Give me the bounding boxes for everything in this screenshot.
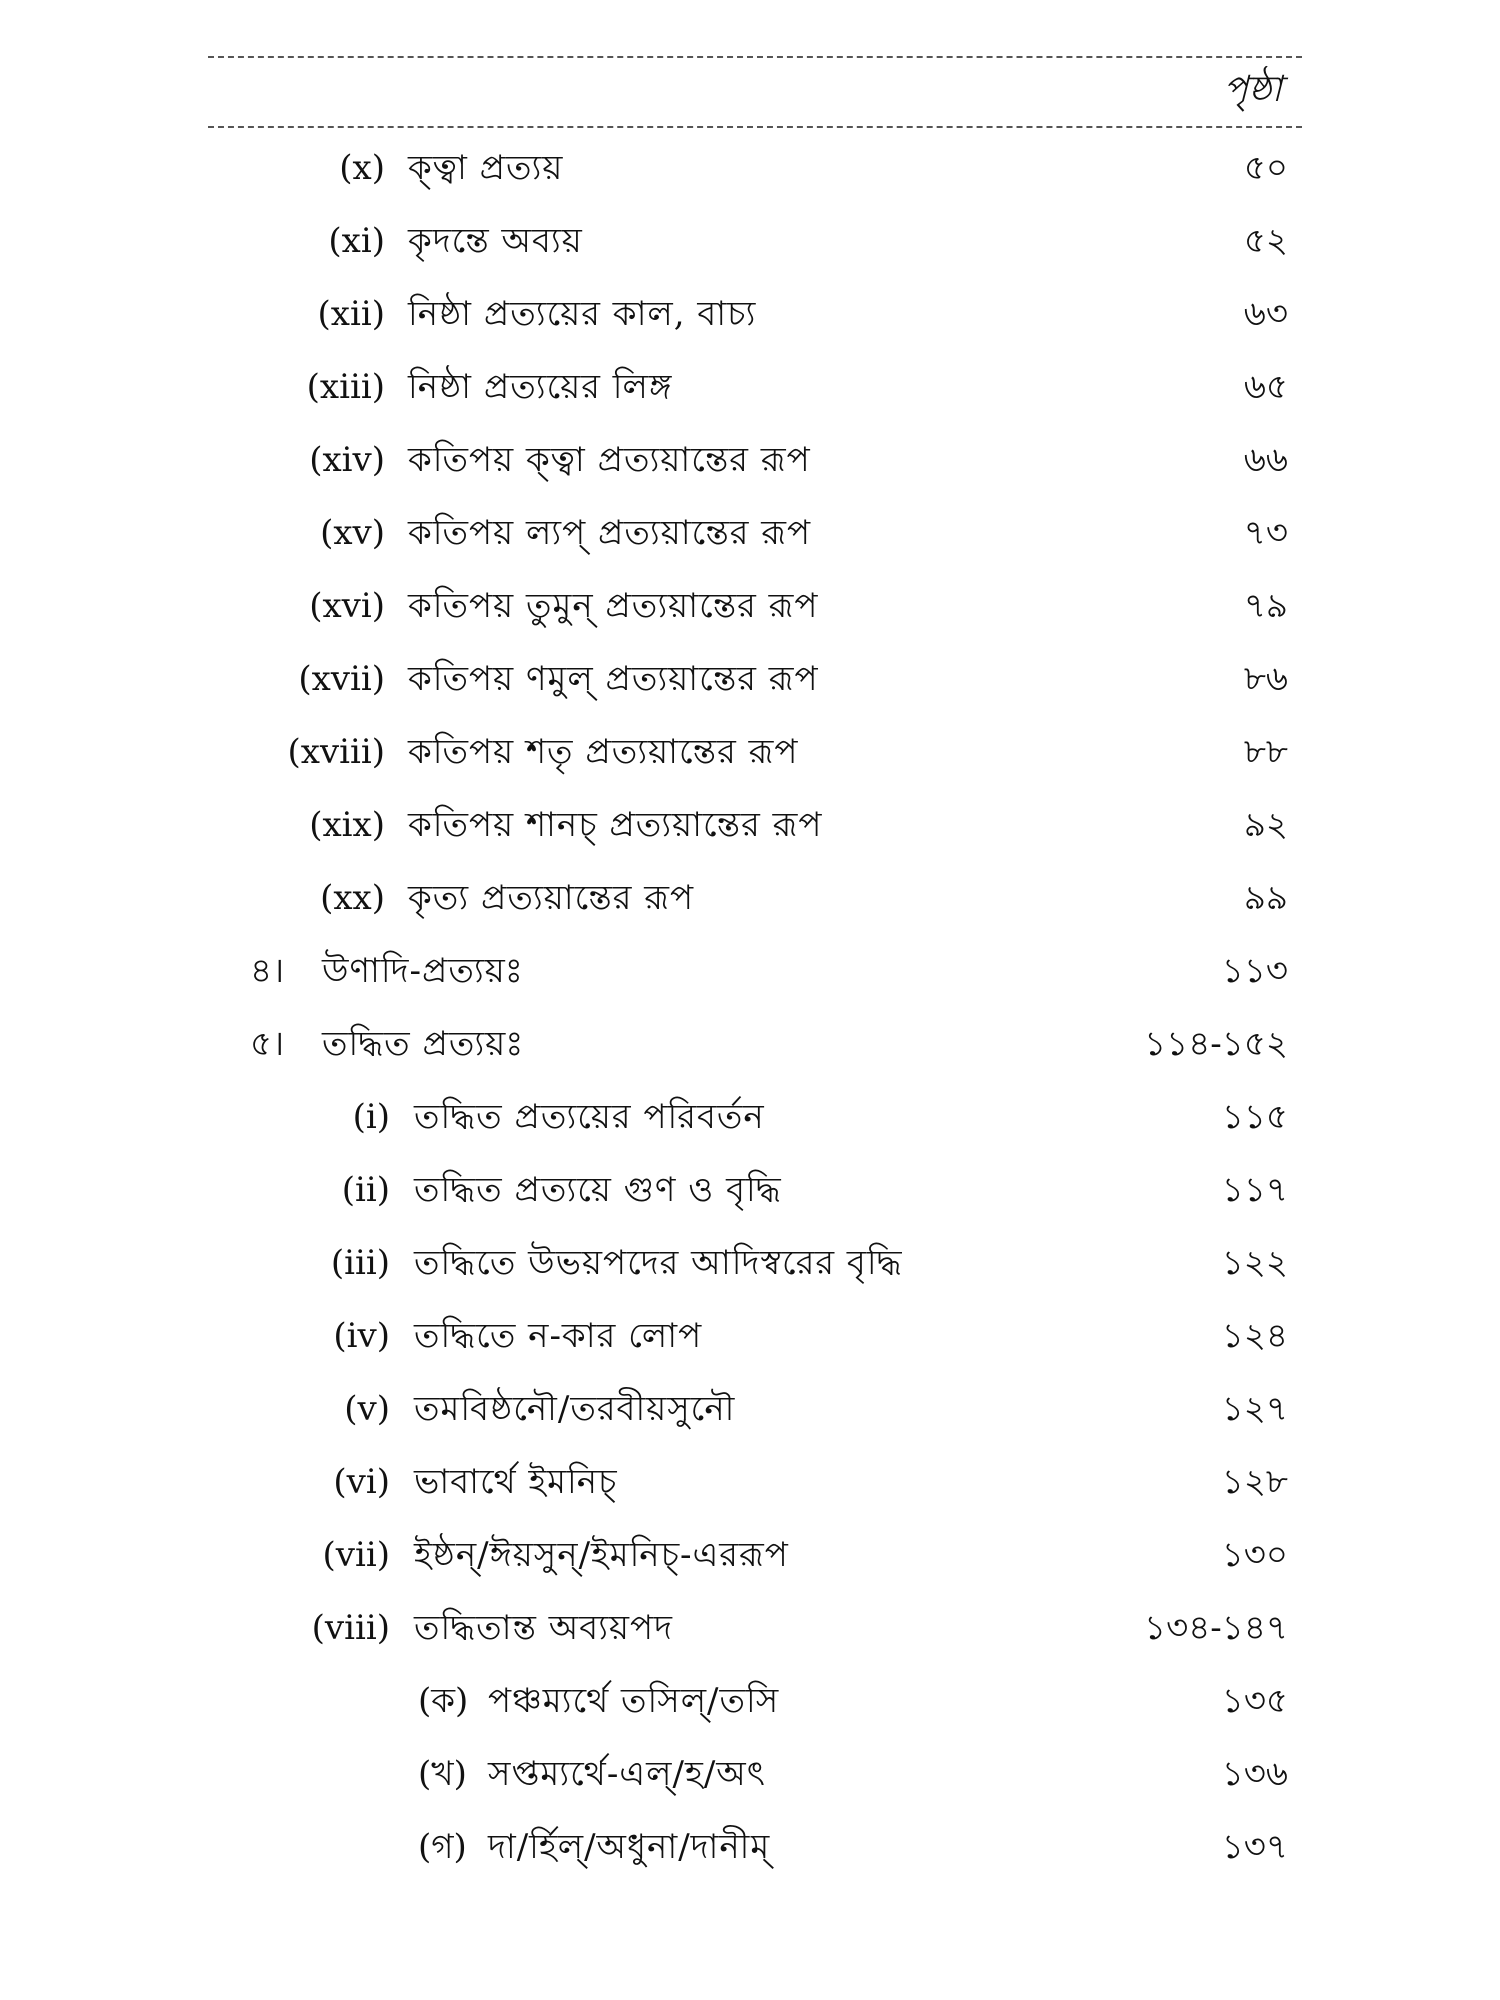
toc-section xyxy=(0,945,1500,997)
entry-page: ১২৭ xyxy=(1221,1389,1288,1429)
entry-page: ৬৬ xyxy=(1243,440,1288,480)
entry-page: ৭৩ xyxy=(1243,513,1288,553)
entry-number: (xvi) xyxy=(309,586,385,626)
entry-number: (xi) xyxy=(328,221,385,261)
entry-title: তদ্ধিতান্ত অব্যয়পদ xyxy=(414,1608,673,1648)
entry-number: (xix) xyxy=(309,805,385,845)
entry-number: (viii) xyxy=(311,1608,390,1648)
entry-title: ইষ্ঠন্/ঈয়সুন্/ইমনিচ্-এররূপ xyxy=(414,1535,789,1575)
toc-entry xyxy=(0,361,1500,413)
subentry-number: (ক) xyxy=(418,1681,469,1721)
entry-number: (i) xyxy=(352,1097,390,1137)
section-title: উণাদি-প্রত্যয়ঃ xyxy=(322,951,524,991)
entry-number: (x) xyxy=(339,148,385,188)
entry-page: ৮৬ xyxy=(1243,659,1288,699)
entry-number: (xvii) xyxy=(298,659,385,699)
section-title: তদ্ধিত প্রত্যয়ঃ xyxy=(322,1024,525,1064)
entry-page: ১৩৪-১৪৭ xyxy=(1144,1608,1288,1648)
subentry-title: পঞ্চম্যর্থে তসিল্/তসি xyxy=(488,1681,780,1721)
entry-title: কতিপয় ল্যপ্ প্রত্যয়ান্তের রূপ xyxy=(408,513,812,553)
section-number: ৫। xyxy=(250,1024,285,1064)
toc-entry xyxy=(0,653,1500,705)
entry-page: ৬৩ xyxy=(1243,294,1288,334)
toc-entry xyxy=(0,215,1500,267)
entry-page: ১২২ xyxy=(1221,1243,1288,1283)
entry-title: তমবিষ্ঠনৌ/তরবীয়সুনৌ xyxy=(414,1389,736,1429)
entry-title: তদ্ধিতে উভয়পদের আদিস্বরের বৃদ্ধি xyxy=(414,1243,903,1283)
entry-number: (iii) xyxy=(330,1243,390,1283)
entry-page: ৫২ xyxy=(1243,221,1288,261)
entry-title: কৃত্য প্রত্যয়ান্তের রূপ xyxy=(408,878,695,918)
entry-page: ৯৯ xyxy=(1243,878,1288,918)
toc-entry xyxy=(0,799,1500,851)
toc-entry xyxy=(0,1091,1500,1143)
entry-number: (xx) xyxy=(320,878,385,918)
entry-title: কতিপয় শানচ্ প্রত্যয়ান্তের রূপ xyxy=(408,805,823,845)
entry-number: (iv) xyxy=(333,1316,390,1356)
subentry-page: ১৩৫ xyxy=(1221,1681,1288,1721)
toc-entry xyxy=(0,1456,1500,1508)
entry-number: (xviii) xyxy=(287,732,385,772)
entry-number: (xii) xyxy=(317,294,385,334)
entry-title: কতিপয় তুমুন্ প্রত্যয়ান্তের রূপ xyxy=(408,586,819,626)
toc-entry xyxy=(0,142,1500,194)
entry-title: কতিপয় ক্ত্বা প্রত্যয়ান্তের রূপ xyxy=(408,440,811,480)
toc-entry xyxy=(0,507,1500,559)
toc-entry xyxy=(0,1529,1500,1581)
toc-subentry xyxy=(0,1748,1500,1800)
toc-entry xyxy=(0,1602,1500,1654)
entry-title: ক্ত্বা প্রত্যয় xyxy=(408,148,564,188)
section-number: ৪। xyxy=(250,951,285,991)
entry-title: নিষ্ঠা প্রত্যয়ের কাল, বাচ্য xyxy=(408,294,757,334)
toc-subentry xyxy=(0,1821,1500,1873)
subentry-page: ১৩৬ xyxy=(1221,1754,1288,1794)
entry-page: ৬৫ xyxy=(1243,367,1288,407)
toc-entry xyxy=(0,1164,1500,1216)
toc-entry xyxy=(0,1237,1500,1289)
entry-number: (xiv) xyxy=(309,440,385,480)
entry-title: নিষ্ঠা প্রত্যয়ের লিঙ্গ xyxy=(408,367,673,407)
entry-title: তদ্ধিতে ন-কার লোপ xyxy=(414,1316,703,1356)
header-rule xyxy=(208,126,1302,128)
toc-entry xyxy=(0,1383,1500,1435)
section-page: ১১৪-১৫২ xyxy=(1144,1024,1288,1064)
page-column-header: পৃষ্ঠা xyxy=(1223,69,1282,110)
subentry-number: (গ) xyxy=(418,1827,467,1867)
toc-subentry xyxy=(0,1675,1500,1727)
toc-entry xyxy=(0,288,1500,340)
entry-number: (xiii) xyxy=(306,367,385,407)
entry-title: কৃদন্তে অব্যয় xyxy=(408,221,583,261)
toc-entry xyxy=(0,1310,1500,1362)
entry-page: ৯২ xyxy=(1243,805,1288,845)
subentry-number: (খ) xyxy=(418,1754,467,1794)
entry-number: (xv) xyxy=(320,513,385,553)
section-page: ১১৩ xyxy=(1221,951,1288,991)
entry-page: ১৩০ xyxy=(1221,1535,1288,1575)
top-rule xyxy=(208,56,1302,58)
toc-entry xyxy=(0,580,1500,632)
toc-section xyxy=(0,1018,1500,1070)
toc-entry xyxy=(0,872,1500,924)
entry-title: কতিপয় শতৃ প্রত্যয়ান্তের রূপ xyxy=(408,732,799,772)
entry-page: ৫০ xyxy=(1243,148,1288,188)
toc-entry xyxy=(0,434,1500,486)
subentry-title: দা/র্হিল্/অধুনা/দানীম্ xyxy=(488,1827,771,1867)
entry-number: (v) xyxy=(344,1389,390,1429)
entry-title: ভাবার্থে ইমনিচ্ xyxy=(414,1462,618,1502)
subentry-title: সপ্তম্যর্থে-এল্/হ/অৎ xyxy=(488,1754,766,1794)
toc-entry xyxy=(0,726,1500,778)
entry-number: (vii) xyxy=(322,1535,390,1575)
entry-page: ১১৫ xyxy=(1221,1097,1288,1137)
entry-title: তদ্ধিত প্রত্যয়ে গুণ ও বৃদ্ধি xyxy=(414,1170,782,1210)
entry-number: (ii) xyxy=(341,1170,390,1210)
entry-page: ১২৮ xyxy=(1221,1462,1288,1502)
entry-page: ৭৯ xyxy=(1243,586,1288,626)
entry-page: ১২৪ xyxy=(1221,1316,1288,1356)
subentry-page: ১৩৭ xyxy=(1221,1827,1288,1867)
entry-title: কতিপয় ণমুল্ প্রত্যয়ান্তের রূপ xyxy=(408,659,819,699)
entry-title: তদ্ধিত প্রত্যয়ের পরিবর্তন xyxy=(414,1097,765,1137)
entry-page: ৮৮ xyxy=(1243,732,1288,772)
entry-number: (vi) xyxy=(333,1462,390,1502)
entry-page: ১১৭ xyxy=(1221,1170,1288,1210)
